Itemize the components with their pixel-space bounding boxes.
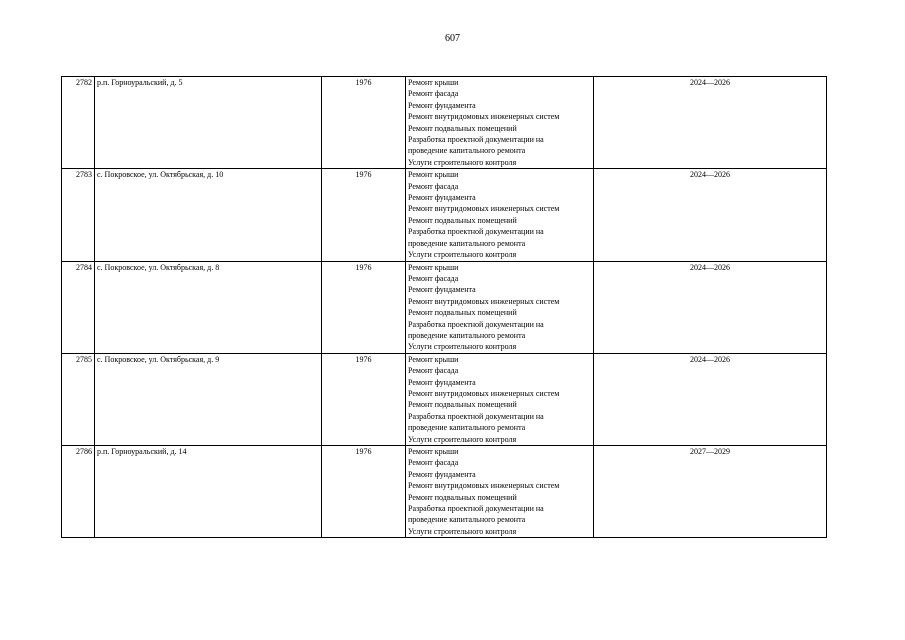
work-item: проведение капитального ремонта xyxy=(408,146,526,156)
register-body xyxy=(62,77,827,538)
work-item: Услуги строительного контроля xyxy=(408,526,517,536)
table-row xyxy=(62,353,827,445)
work-item: Ремонт фундамента xyxy=(408,193,476,203)
address-cell: с. Покровское, ул. Октябрьская, д. 8 xyxy=(95,261,322,353)
work-item: Ремонт крыши xyxy=(408,262,459,272)
work-item: Ремонт фасада xyxy=(408,89,459,99)
work-item: проведение капитального ремонта xyxy=(408,330,526,340)
work-item: Разработка проектной документации на xyxy=(408,504,544,514)
row-number-cell: 2784 xyxy=(62,261,95,353)
work-item: Ремонт фундамента xyxy=(408,469,476,479)
year-cell: 1976 xyxy=(322,261,406,353)
address-cell: р.п. Горноуральский, д. 14 xyxy=(95,446,322,538)
works-list-cell xyxy=(406,169,594,261)
work-item: Ремонт внутридомовых инженерных систем xyxy=(408,481,560,491)
period-cell: 2024—2026 xyxy=(594,261,827,353)
table-row xyxy=(62,169,827,261)
work-item: Ремонт подвальных помещений xyxy=(408,400,517,410)
page-number: 607 xyxy=(445,33,460,44)
repair-register-table xyxy=(61,76,827,538)
row-number-cell: 2786 xyxy=(62,446,95,538)
works-list-cell xyxy=(406,446,594,538)
work-item: Ремонт подвальных помещений xyxy=(408,308,517,318)
work-item: Услуги строительного контроля xyxy=(408,342,517,352)
work-item: Ремонт подвальных помещений xyxy=(408,215,517,225)
table-row xyxy=(62,446,827,538)
work-item: Разработка проектной документации на xyxy=(408,135,544,145)
works-list-cell xyxy=(406,353,594,445)
row-number-cell: 2785 xyxy=(62,353,95,445)
work-item: Разработка проектной документации на xyxy=(408,319,544,329)
work-item: Ремонт фундамента xyxy=(408,377,476,387)
works-list-cell xyxy=(406,77,594,169)
period-cell: 2024—2026 xyxy=(594,169,827,261)
work-item: Ремонт крыши xyxy=(408,354,459,364)
work-item: Ремонт крыши xyxy=(408,78,459,87)
address-cell: р.п. Горноуральский, д. 5 xyxy=(95,77,322,169)
work-item: Ремонт фасада xyxy=(408,181,459,191)
work-item: Услуги строительного контроля xyxy=(408,434,517,444)
work-item: проведение капитального ремонта xyxy=(408,515,526,525)
work-item: Услуги строительного контроля xyxy=(408,250,517,260)
address-cell: с. Покровское, ул. Октябрьская, д. 9 xyxy=(95,353,322,445)
period-cell: 2024—2026 xyxy=(594,353,827,445)
work-item: Ремонт внутридомовых инженерных систем xyxy=(408,112,560,122)
year-cell: 1976 xyxy=(322,77,406,169)
work-item: Ремонт фундамента xyxy=(408,100,476,110)
work-item: Ремонт внутридомовых инженерных систем xyxy=(408,388,560,398)
year-cell: 1976 xyxy=(322,446,406,538)
work-item: проведение капитального ремонта xyxy=(408,238,526,248)
address-cell: с. Покровское, ул. Октябрьская, д. 10 xyxy=(95,169,322,261)
work-item: Ремонт внутридомовых инженерных систем xyxy=(408,204,560,214)
year-cell: 1976 xyxy=(322,169,406,261)
work-item: Ремонт фасада xyxy=(408,273,459,283)
work-item: Разработка проектной документации на xyxy=(408,227,544,237)
work-item: Разработка проектной документации на xyxy=(408,411,544,421)
works-list-cell xyxy=(406,261,594,353)
work-item: Ремонт фасада xyxy=(408,366,459,376)
table-row xyxy=(62,261,827,353)
work-item: Ремонт фундамента xyxy=(408,285,476,295)
work-item: Ремонт крыши xyxy=(408,447,459,456)
work-item: Услуги строительного контроля xyxy=(408,157,517,167)
work-item: Ремонт крыши xyxy=(408,170,459,180)
work-item: Ремонт внутридомовых инженерных систем xyxy=(408,296,560,306)
work-item: проведение капитального ремонта xyxy=(408,423,526,433)
period-cell: 2027—2029 xyxy=(594,446,827,538)
table-row xyxy=(62,77,827,169)
work-item: Ремонт подвальных помещений xyxy=(408,492,517,502)
year-cell: 1976 xyxy=(322,353,406,445)
work-item: Ремонт фасада xyxy=(408,458,459,468)
row-number-cell: 2783 xyxy=(62,169,95,261)
period-cell: 2024—2026 xyxy=(594,77,827,169)
work-item: Ремонт подвальных помещений xyxy=(408,123,517,133)
row-number-cell: 2782 xyxy=(62,77,95,169)
